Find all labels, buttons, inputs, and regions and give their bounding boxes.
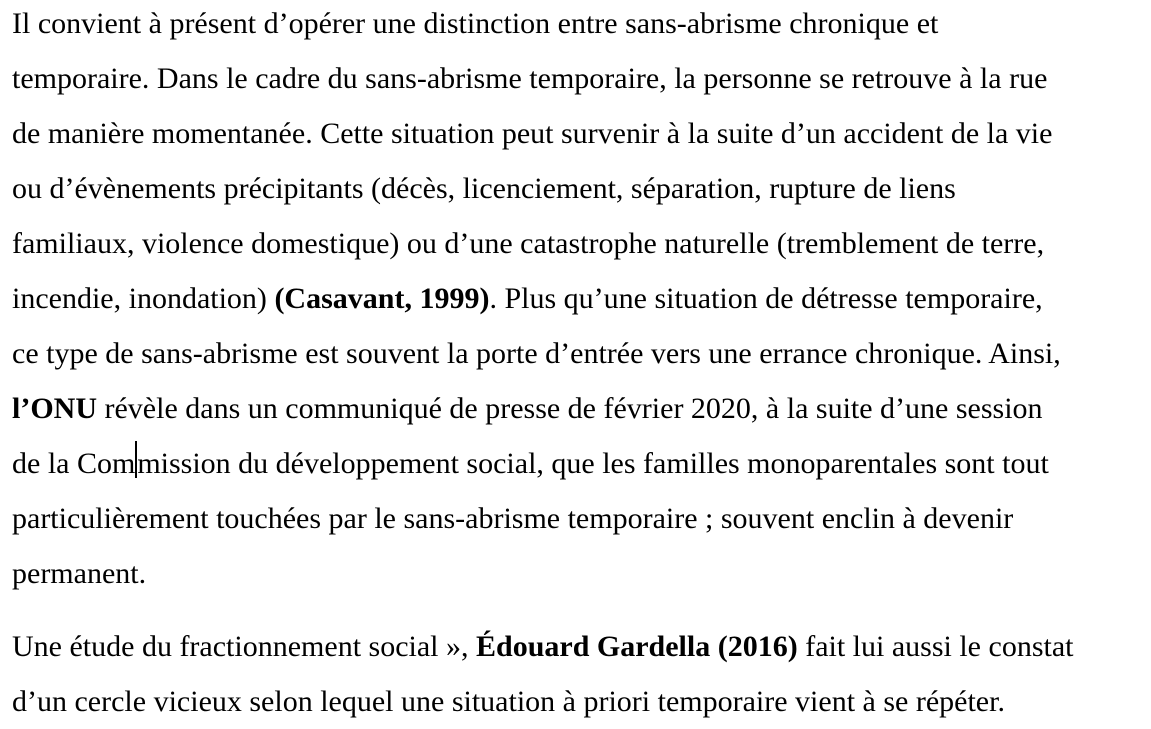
text-run: permanent. bbox=[12, 557, 147, 590]
bold-text-run: Édouard Gardella (2016) bbox=[476, 630, 798, 663]
text-run: révèle dans un communiqué de presse de février 2020, à la suite d’une session bbox=[97, 392, 1043, 425]
text-line[interactable] bbox=[12, 106, 1149, 161]
text-line[interactable] bbox=[12, 674, 1149, 729]
text-run: ou d’évènements précipitants (décès, licenciement, séparation, rupture de liens bbox=[12, 172, 956, 205]
bold-text-run: l’ONU bbox=[12, 392, 97, 425]
text-line[interactable] bbox=[12, 271, 1149, 326]
text-run: temporaire. Dans le cadre du sans-abrisme temporaire, la personne se retrouve à la rue bbox=[12, 62, 1048, 95]
text-run: d’un cercle vicieux selon lequel une situation à priori temporaire vient à se répéter. bbox=[12, 685, 1005, 718]
paragraph-2 bbox=[12, 619, 1149, 729]
text-run: fait lui aussi le constat bbox=[797, 630, 1074, 663]
text-run: Une étude du fractionnement social », bbox=[12, 630, 477, 663]
text-line[interactable] bbox=[12, 0, 1149, 51]
text-line[interactable] bbox=[12, 381, 1149, 436]
text-line[interactable] bbox=[12, 491, 1149, 546]
text-run: . Plus qu’une situation de détresse temporaire, bbox=[489, 282, 1043, 315]
text-line[interactable] bbox=[12, 546, 1149, 601]
text-line[interactable] bbox=[12, 216, 1149, 271]
paragraph-1 bbox=[12, 0, 1149, 601]
text-line[interactable] bbox=[12, 51, 1149, 106]
text-run: de la Com bbox=[12, 447, 136, 480]
text-line[interactable] bbox=[12, 161, 1149, 216]
text-line[interactable] bbox=[12, 436, 1149, 491]
text-run: Il convient à présent d’opérer une distinction entre sans-abrisme chronique et bbox=[12, 7, 939, 40]
bold-text-run: (Casavant, 1999) bbox=[274, 282, 490, 315]
text-line[interactable] bbox=[12, 619, 1149, 674]
text-run: incendie, inondation) bbox=[12, 282, 275, 315]
text-run: ce type de sans-abrisme est souvent la porte d’entrée vers une errance chronique. Ainsi, bbox=[12, 337, 1061, 370]
text-line[interactable] bbox=[12, 326, 1149, 381]
text-run: familiaux, violence domestique) ou d’une catastrophe naturelle (tremblement de terre, bbox=[12, 227, 1045, 260]
text-run: particulièrement touchées par le sans-abrisme temporaire ; souvent enclin à devenir bbox=[12, 502, 1014, 535]
text-run: de manière momentanée. Cette situation peut survenir à la suite d’un accident de la vie bbox=[12, 117, 1053, 150]
text-run: mission du développement social, que les familles monoparentales sont tout bbox=[137, 447, 1049, 480]
